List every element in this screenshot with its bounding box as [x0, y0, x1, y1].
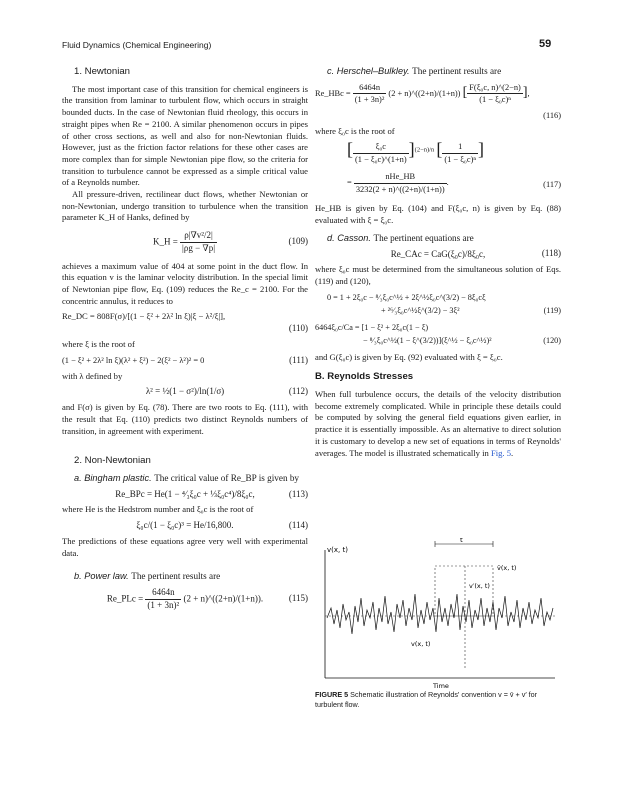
equation-117: [ $\frac{\text{ξ₀c}}{\text{(1 − ξ₀c)\textasciicircum{}(1+n)}}$ ]$^{(2-n)/n}$ [ $\frac{1}{\text{(1 − ξ₀c)ⁿ}}$ ] = $\frac{\text{nHe\_HB}}{3232(2 + n)\^{}((2+n)/(1+n))}$ . (117): [347, 139, 561, 195]
paragraph: The most important case of this transition for chemical engineers is the transition from laminar to turbulent flow, which occurs in straight bounded ducts. In the case of Newtonian fluid rheology, this occurs in straight pipes when Re = 2100. A similar phenomenon occurs in pipes of other cross sections, as well and also for non-Newtonian fluids. However, just as the friction factor relations for these other cases are more complex than for simple Newtonian pipe flow, so the criteria for transition to turbulence cannot be expressed as a simple critical value of a Reynolds number.: [62, 83, 308, 188]
section-heading-newtonian: 1. Newtonian: [74, 66, 130, 77]
time-label: Time: [433, 682, 449, 688]
paragraph: with λ defined by: [62, 370, 123, 381]
running-header: Fluid Dynamics (Chemical Engineering): [62, 40, 212, 50]
section-heading-reynolds-stresses: B. Reynolds Stresses: [315, 371, 414, 383]
equation-118: Re_CAc = CaG(ξ₀c)/8ξ₀c, (118): [390, 248, 561, 259]
subsection-power-law: b. Power law. The pertinent results are: [74, 571, 221, 582]
paragraph: where ξ₀c is the root of: [315, 125, 395, 136]
equation-114: ξ₀c/(1 − ξ₀c)³ = He/16,800. (114): [136, 520, 308, 531]
page-number: 59: [539, 38, 552, 50]
paragraph: and G(ξ₀c) is given by Eq. (92) evaluated with ξ = ξ₀c.: [315, 351, 503, 362]
turbulence-schematic: [315, 538, 561, 688]
equation-109: K_H = $\frac{\text{ρ|∇v²/2|}}{|\rho g - \nabla p|}$ (109): [152, 230, 308, 253]
right-column: [315, 62, 561, 459]
subsection-bingham: a. Bingham plastic. The critical value of Re_BP is given by: [74, 472, 300, 483]
paragraph: where ξ₀c must be determined from the simultaneous solution of Eqs. (119) and (120),: [315, 264, 561, 286]
equation-120: 6464ξ₀c/Ca = [1 − ξ² + 2ξ₀c(1 − ξ) − ⁸⁄₃ξ₀c^½(1 − ξ^(3/2))](ξ^½ − ξ₀c^½)² (120): [315, 322, 561, 345]
paragraph: and F(σ) is given by Eq. (78). There are two roots to Eq. (111), with the result that Eq. (110) predicts two distinct Reynolds numbers of transition, in agreement with experiment.: [62, 402, 308, 436]
equation-111: (1 − ξ² + 2λ² ln ξ)(λ² + ξ²) − 2(ξ² − λ²)² = 0 (111): [62, 355, 308, 366]
v-prime-label: v′(x, t): [469, 582, 490, 590]
subsection-herschel-bulkley: c. Herschel–Bulkley. The pertinent results are: [327, 66, 502, 76]
sample-window: [435, 566, 493, 616]
turbulent-signal: [327, 594, 553, 634]
figure-link[interactable]: Fig. 5: [490, 447, 512, 458]
paragraph: achieves a maximum value of 404 at some point in the duct flow. In this equation v is the laminar velocity distribution. In the special limit of Newtonian pipe flow, Eq. (109) reduces the Re_c = 2100. For the concentric annulus, it reduces to: [62, 260, 308, 306]
y-axis-label: v(x, t): [327, 546, 348, 554]
paragraph: All pressure-driven, rectilinear duct flows, whether Newtonian or non-Newtonian, undergo transition to turbulence when the transition parameter K_H of Hanks, defined by: [62, 189, 308, 223]
equation-112: λ² = ½(1 − σ²)/ln(1/σ) (112): [145, 386, 308, 397]
v-bar-label: v̄(x, t): [497, 564, 517, 572]
left-column: [62, 62, 308, 615]
equation-113: Re_BPc = He(1 − ⁴⁄₃ξ₀c + ⅓ξ₀c⁴)/8ξ₀c, (113): [115, 488, 308, 499]
equation-115: Re_PLc = $\frac{6464n}{\text{(1 + 3n)²}}$ (2 + n)^((2+n)/(1+n)). (115): [106, 586, 308, 610]
t-label: t: [460, 538, 463, 544]
equation-116: Re_HBc = $\frac{6464n}{\text{(1 + 3n)²}}$ (2 + n)^((2+n)/(1+n)) [ $\frac{\text{F(ξ₀c, n)\textasciicircum{}(2−n)}}{\text{(1 − ξ₀c)ⁿ}}$ ], (116): [315, 82, 561, 120]
equation-110: Re_DC = 808F(σ)/[(1 − ξ² + 2λ² ln ξ)|ξ − λ²/ξ|], (110): [62, 311, 308, 334]
section-heading-non-newtonian: 2. Non-Newtonian: [74, 455, 151, 467]
paragraph: where ξ is the root of: [62, 339, 135, 350]
paragraph: The predictions of these equations agree very well with experimental data.: [62, 535, 308, 558]
paragraph: When full turbulence occurs, the details of the velocity distribution become extremely complicated. While in principle these details could be computed by solving the general field equations given earlier, in practice it is essentially impossible. As an alternative to direct solution it is customary to develop a new set of equations in terms of Reynolds' averages. The model is illustrated schematically in Fig. 5.: [315, 389, 561, 458]
figure-caption: FIGURE 5 Schematic illustration of Reynolds' convention v = v̄ + v′ for turbulent flow.: [315, 690, 538, 709]
paragraph: He_HB is given by Eq. (104) and F(ξ₀c, n) is given by Eq. (88) evaluated with ξ = ξ₀c.: [315, 203, 561, 226]
figure-5: [315, 538, 561, 688]
paragraph: where He is the Hedstrom number and ξ₀c is the root of: [62, 504, 254, 515]
equation-119: 0 = 1 + 2ξ₀c − ⁸⁄₃ξ₀c^½ + 2ξ^½ξ₀c^(3/2) − 8ξ₀cξ + ²⁶⁄₃ξ₀c^½ξ^(3/2) − 3ξ² (119): [327, 292, 561, 315]
subsection-casson: d. Casson. The pertinent equations are: [327, 232, 474, 243]
v-mean-label: v(x, t): [411, 640, 431, 648]
